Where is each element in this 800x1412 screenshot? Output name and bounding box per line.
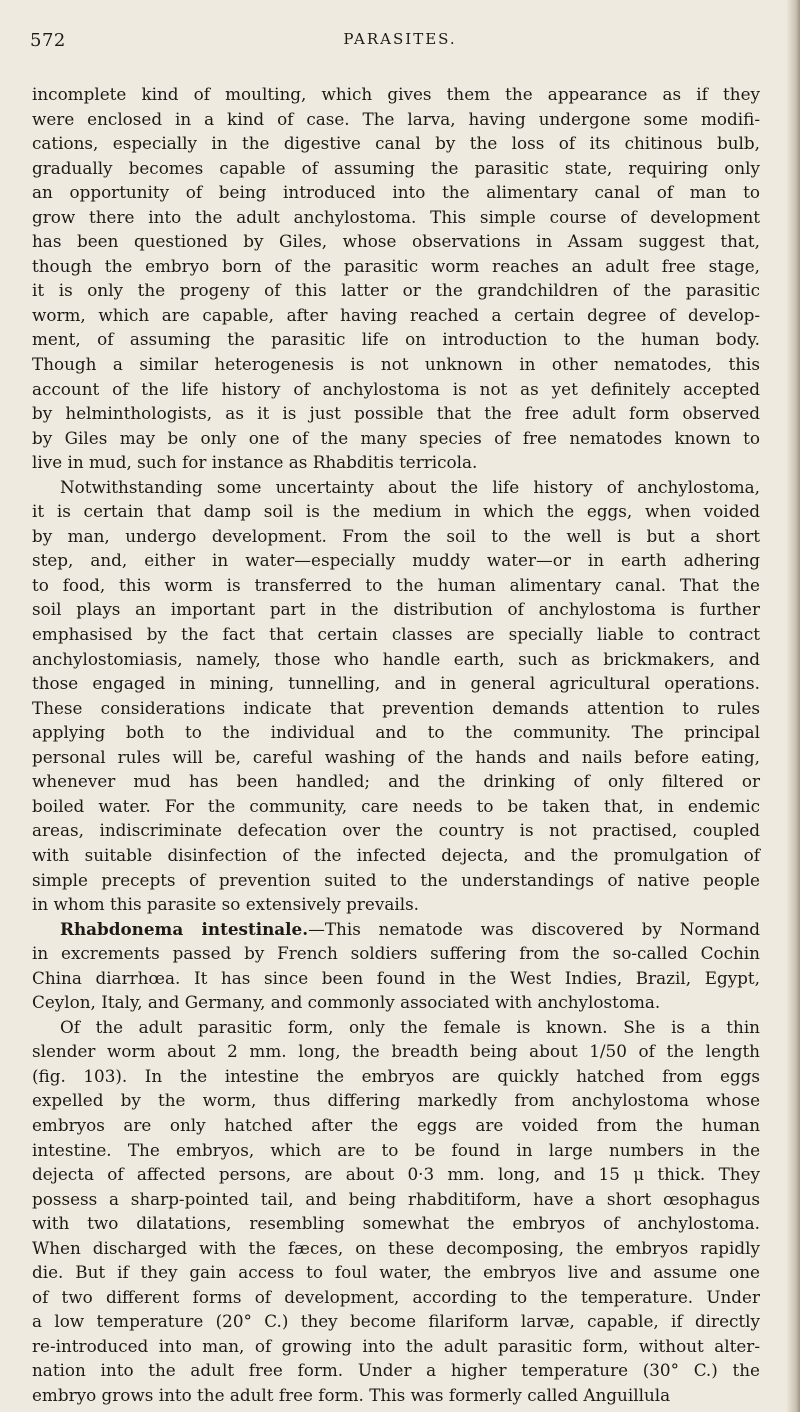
text-line: worm, which are capable, after having reached a certain degree of develop-: [32, 304, 760, 325]
text-line: a low temperature (20° C.) they become filariform larvæ, capable, if directly: [32, 1311, 760, 1332]
page-edge-shadow: [786, 0, 800, 1412]
text-line: by Giles may be only one of the many species of free nematodes known to: [32, 427, 760, 448]
text-line: in excrements passed by French soldiers suffering from the so-called Cochin: [32, 943, 760, 964]
paragraph-rhabdonema: [32, 917, 760, 1015]
text-line: boiled water. For the community, care needs to be taken that, in endemic: [32, 795, 760, 816]
text-line: These considerations indicate that prevention demands attention to rules: [32, 697, 760, 718]
text-line: When discharged with the fæces, on these decomposing, the embryos rapidly: [32, 1237, 760, 1258]
text-line: by man, undergo development. From the soil to the well is but a short: [32, 525, 760, 546]
text-line: (fig. 103). In the intestine the embryos are quickly hatched from eggs: [32, 1065, 760, 1086]
text-line: ment, of assuming the parasitic life on introduction to the human body.: [32, 329, 760, 350]
text-line: step, and, either in water—especially muddy water—or in earth adhering: [32, 550, 760, 571]
text-line: to food, this worm is transferred to the human alimentary canal. That the: [32, 574, 760, 595]
paragraph-adult-form: [32, 1015, 760, 1408]
running-title: PARASITES.: [343, 30, 457, 48]
text-line: soil plays an important part in the distribution of anchylostoma is further: [32, 599, 760, 620]
text-line: expelled by the worm, thus differing markedly from anchylostoma whose: [32, 1090, 760, 1111]
text-line: with two dilatations, resembling somewhat the embryos of anchylostoma.: [32, 1213, 760, 1234]
text-line: die. But if they gain access to foul water, the embryos live and assume one: [32, 1262, 760, 1283]
text-line: grow there into the adult anchylostoma. This simple course of development: [32, 206, 760, 227]
text-line: intestine. The embryos, which are to be found in large numbers in the: [32, 1139, 760, 1160]
text-line: personal rules will be, careful washing of the hands and nails before eating,: [32, 746, 760, 767]
section-heading: Rhabdonema intestinale.: [60, 918, 309, 939]
paragraph-anchylostoma-development: [32, 82, 760, 475]
text-line: dejecta of affected persons, are about 0·3 mm. long, and 15 μ thick. They: [32, 1164, 760, 1185]
text-line: account of the life history of anchylostoma is not as yet definitely accepted: [32, 378, 760, 399]
text-line: nation into the adult free form. Under a higher temperature (30° C.) the: [32, 1360, 760, 1381]
text-line: possess a sharp-pointed tail, and being rhabditiform, have a short œsophagus: [32, 1188, 760, 1209]
text-line: [32, 917, 760, 942]
text-line: an opportunity of being introduced into the alimentary canal of man to: [32, 182, 760, 203]
text-line: cations, especially in the digestive canal by the loss of its chitinous bulb,: [32, 133, 760, 154]
text-line: applying both to the individual and to the community. The principal: [32, 722, 760, 743]
text-line: of two different forms of development, according to the temperature. Under: [32, 1286, 760, 1307]
text-line: live in mud, such for instance as Rhabditis terricola.: [32, 452, 478, 473]
text-line: by helminthologists, as it is just possible that the free adult form observed: [32, 403, 760, 424]
text-line: incomplete kind of moulting, which gives them the appearance as if they: [32, 84, 760, 104]
text-line: re-introduced into man, of growing into the adult parasitic form, without alter-: [32, 1335, 760, 1356]
text-line: areas, indiscriminate defecation over the country is not practised, coupled: [32, 820, 760, 841]
text-line: embryos are only hatched after the eggs are voided from the human: [32, 1114, 760, 1135]
text-line: whenever mud has been handled; and the drinking of only filtered or: [32, 771, 760, 792]
text-line: though the embryo born of the parasitic worm reaches an adult free stage,: [32, 255, 760, 276]
body-text: [32, 82, 760, 1408]
text-line: simple precepts of prevention suited to the understandings of native people: [32, 869, 760, 890]
text-line: Notwithstanding some uncertainty about the life history of anchylostoma,: [60, 476, 760, 497]
text-line: gradually becomes capable of assuming the parasitic state, requiring only: [32, 157, 760, 178]
text-line: it is certain that damp soil is the medium in which the eggs, when voided: [32, 501, 760, 522]
text-line: Though a similar heterogenesis is not unknown in other nematodes, this: [32, 354, 760, 375]
text-line: were enclosed in a kind of case. The larva, having undergone some modifi-: [32, 108, 760, 129]
text-line: has been questioned by Giles, whose observations in Assam suggest that,: [32, 231, 760, 252]
text-line: Of the adult parasitic form, only the female is known. She is a thin: [60, 1016, 760, 1037]
text-line: anchylostomiasis, namely, those who handle earth, such as brickmakers, and: [32, 648, 760, 669]
text-line: slender worm about 2 mm. long, the breadth being about 1/50 of the length: [32, 1041, 760, 1062]
text-line: China diarrhœa. It has since been found in the West Indies, Brazil, Egypt,: [32, 967, 760, 988]
paragraph-prevention: [32, 475, 760, 917]
text-line: in whom this parasite so extensively prevails.: [32, 894, 420, 915]
text-line: emphasised by the fact that certain classes are specially liable to contract: [32, 624, 760, 645]
text-line: Ceylon, Italy, and Germany, and commonly associated with anchylostoma.: [32, 992, 661, 1013]
text-line: with suitable disinfection of the infected dejecta, and the promulgation of: [32, 844, 760, 865]
page-number: 572: [30, 30, 66, 51]
text-line: those engaged in mining, tunnelling, and in general agricultural operations.: [32, 673, 760, 694]
text-line: it is only the progeny of this latter or the grandchildren of the parasitic: [32, 280, 760, 301]
text-line: embryo grows into the adult free form. This was formerly called Anguillula: [32, 1384, 671, 1405]
text-fragment: —This nematode was discovered by Normand: [308, 918, 760, 939]
